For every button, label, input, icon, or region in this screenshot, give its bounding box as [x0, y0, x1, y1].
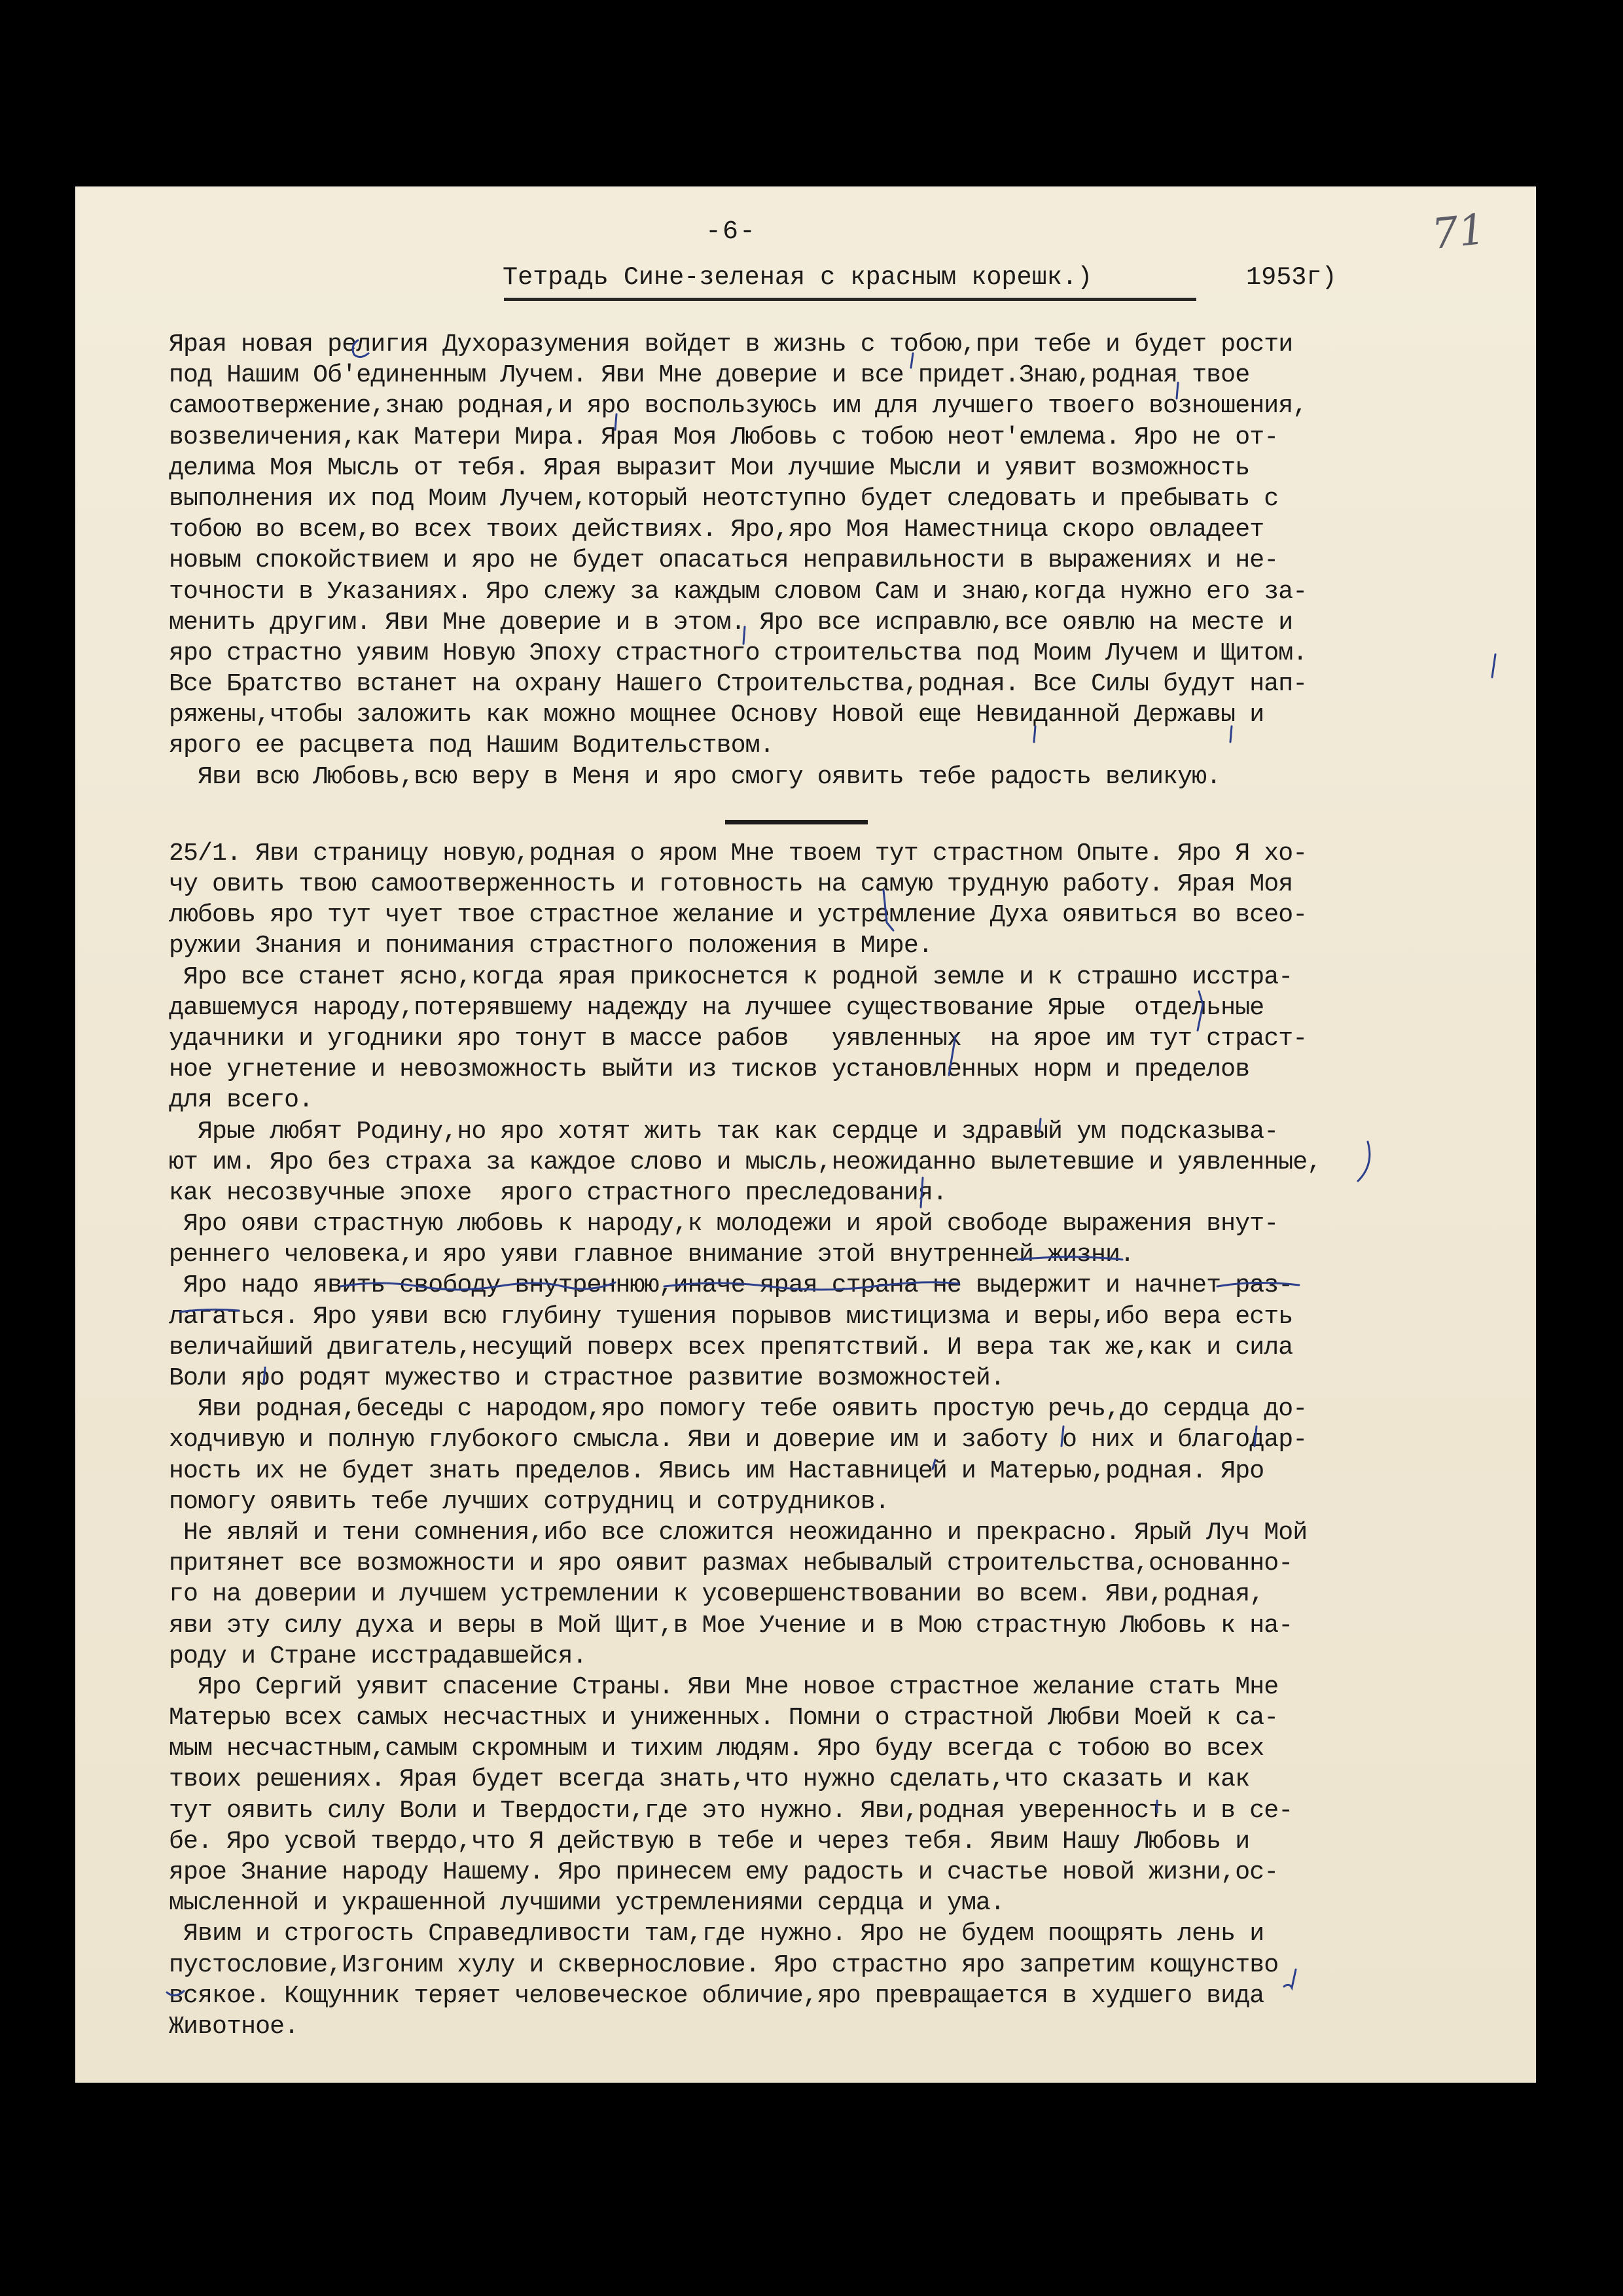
text-line: Ярая новая религия Духоразумения войдет в жизнь с тобою,при тебе и будет рости: [169, 330, 1293, 359]
text-line: Все Братство встанет на охрану Нашего Строительства,родная. Все Силы будут нап-: [169, 670, 1308, 699]
text-line: для всего.: [169, 1086, 313, 1115]
text-line: Яро надо явить свободу внутреннюю,иначе ярая страна не выдержит и начнет раз-: [169, 1271, 1293, 1300]
text-line: самоотвержение,знаю родная,и яро воспользуюсь им для лучшего твоего возношения,: [169, 392, 1308, 421]
text-line: Воли яро родят мужество и страстное развитие возможностей.: [169, 1364, 1005, 1392]
text-line: мым несчастным,самым скромным и тихим людям. Яро буду всегда с тобою во всех: [169, 1735, 1264, 1763]
text-line: чу овить твою самоотверженность и готовность на самую трудную работу. Ярая Моя: [169, 870, 1293, 898]
text-line: Яро Сергий уявит спасение Страны. Яви Мне новое страстное желание стать Мне: [169, 1672, 1279, 1701]
text-line: ружии Знания и понимания страстного положения в Мире.: [169, 932, 933, 961]
text-line: тут оявить силу Воли и Твердости,где это нужно. Яви,родная уверенность и в се-: [169, 1796, 1293, 1825]
text-line: давшемуся народу,потерявшему надежду на лучшее существование Ярые отдельные: [169, 993, 1264, 1022]
paragraph-block-2: [169, 838, 1530, 2042]
text-line: Явим и строгость Справедливости там,где нужно. Яро не будем поощрять лень и: [169, 1920, 1264, 1949]
text-line: яви эту силу духа и веры в Мой Щит,в Мое Учение и в Мою страстную Любовь к на-: [169, 1611, 1293, 1640]
text-line: мысленной и украшенной лучшими устремлениями сердца и ума.: [169, 1889, 1005, 1918]
page-number: -6-: [705, 217, 757, 247]
text-line: тобою во всем,во всех твоих действиях. Яро,яро Моя Наместница скоро овладеет: [169, 516, 1264, 544]
text-line: пустословие,Изгоним хулу и сквернословие. Яро страстно яро запретим кощунство: [169, 1951, 1279, 1979]
text-line: Яви родная,беседы с народом,яро помогу тебе оявить простую речь,до сердца до-: [169, 1395, 1308, 1424]
section-separator-line: [725, 820, 868, 824]
text-line: Яро ояви страстную любовь к народу,к молодежи и ярой свободе выражения внут-: [169, 1210, 1279, 1239]
text-line: роду и Стране исстрадавшейся.: [169, 1642, 587, 1670]
text-line: яро страстно уявим Новую Эпоху страстного строительства под Моим Лучем и Щитом.: [169, 639, 1308, 667]
text-line: как несозвучные эпохе ярого страстного преследования.: [169, 1178, 947, 1207]
text-line: 25/1. Яви страницу новую,родная о яром Мне твоем тут страстном Опыте. Яро Я хо-: [169, 839, 1308, 868]
text-line: ное угнетение и невозможность выйти из тисков установленных норм и пределов: [169, 1055, 1250, 1084]
text-line: го на доверии и лучшем устремлении к усовершенствовании во всем. Яви,родная,: [169, 1580, 1264, 1609]
text-line: Ярые любят Родину,но яро хотят жить так как сердце и здравый ум подсказыва-: [169, 1117, 1279, 1146]
section-gap: [169, 792, 1530, 838]
text-line: Яви всю Любовь,всю веру в Меня и яро смогу оявить тебе радость великую.: [169, 762, 1221, 791]
text-line: лагаться. Яро уяви всю глубину тушения порывов мистицизма и веры,ибо вера есть: [169, 1302, 1293, 1331]
text-line: делима Моя Мысль от тебя. Ярая выразит Мои лучшие Мысли и уявит возможность: [169, 453, 1250, 482]
text-line: твоих решениях. Ярая будет всегда знать,что нужно сделать,что сказать и как: [169, 1765, 1250, 1794]
text-line: любовь яро тут чует твое страстное желание и устремление Духа оявиться во всео-: [169, 901, 1308, 930]
notebook-title: Тетрадь Сине-зеленая с красным корешк.): [503, 263, 1093, 292]
handwritten-folio-number: 71: [1429, 205, 1488, 260]
text-line: под Нашим Об'единенным Лучем. Яви Мне доверие и все придет.Знаю,родная твое: [169, 361, 1250, 390]
document-body: [169, 329, 1530, 2042]
paragraph-block-1: [169, 329, 1530, 792]
text-line: всякое. Кощунник теряет человеческое обличие,яро превращается в худшего вида: [169, 1981, 1264, 2010]
text-line: Матерью всех самых несчастных и униженных. Помни о страстной Любви Моей к са-: [169, 1704, 1279, 1733]
text-line: бе. Яро усвой твердо,что Я действую в тебе и через тебя. Явим Нашу Любовь и: [169, 1827, 1250, 1856]
title-underline: [504, 298, 1196, 301]
text-line: удачники и угодники яро тонут в массе рабов уявленных на ярое им тут страст-: [169, 1024, 1308, 1053]
text-line: выполнения их под Моим Лучем,который неотступно будет следовать и пребывать с: [169, 484, 1279, 513]
notebook-year: 1953г): [1246, 263, 1337, 292]
text-line: ярого ее расцвета под Нашим Водительством.: [169, 732, 774, 760]
text-line: ярое Знание народу Нашему. Яро принесем ему радость и счастье новой жизни,ос-: [169, 1858, 1279, 1886]
text-line: ряжены,чтобы заложить как можно мощнее Основу Новой еще Невиданной Державы и: [169, 701, 1264, 730]
text-line: притянет все возможности и яро оявит размах небывалый строительства,основанно-: [169, 1549, 1293, 1578]
text-line: ность их не будет знать пределов. Явись им Наставницей и Матерью,родная. Яро: [169, 1457, 1264, 1485]
text-line: Яро все станет ясно,когда ярая прикоснется к родной земле и к страшно исстра-: [169, 963, 1293, 991]
text-line: величайший двигатель,несущий поверх всех препятствий. И вера так же,как и сила: [169, 1333, 1293, 1362]
text-line: ют им. Яро без страха за каждое слово и мысль,неожиданно вылетевшие и уявленные,: [169, 1148, 1322, 1176]
text-line: Животное.: [169, 2012, 299, 2041]
text-line: менить другим. Яви Мне доверие и в этом. Яро все исправлю,все оявлю на месте и: [169, 608, 1293, 637]
text-line: точности в Указаниях. Яро слежу за каждым словом Сам и знаю,когда нужно его за-: [169, 577, 1308, 606]
text-line: реннего человека,и яро уяви главное внимание этой внутренней жизни.: [169, 1241, 1135, 1269]
text-line: Не являй и тени сомнения,ибо все сложится неожиданно и прекрасно. Ярый Луч Мой: [169, 1518, 1308, 1547]
text-line: помогу оявить тебе лучших сотрудниц и сотрудников.: [169, 1487, 889, 1516]
text-line: новым спокойствием и яро не будет опасаться неправильности в выражениях и не-: [169, 546, 1279, 575]
text-line: возвеличения,как Матери Мира. Ярая Моя Любовь с тобою неот'емлема. Яро не от-: [169, 423, 1279, 451]
text-line: ходчивую и полную глубокого смысла. Яви и доверие им и заботу о них и благодар-: [169, 1426, 1308, 1455]
